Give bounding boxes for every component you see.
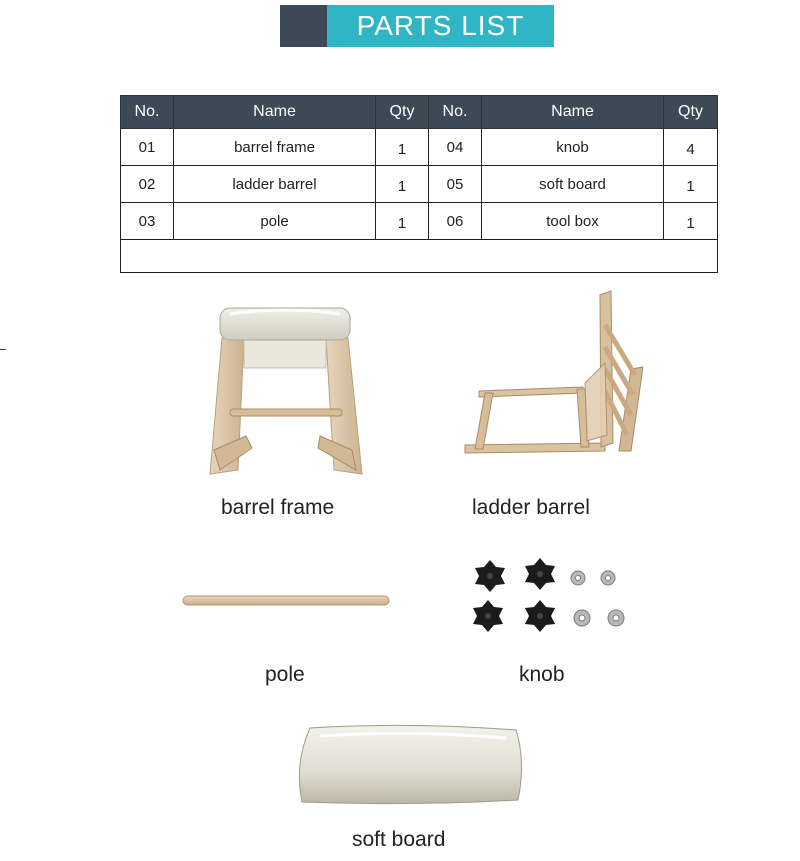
- cell-no: 02: [121, 166, 174, 203]
- knob-image: [468, 556, 636, 638]
- cell-no: 01: [121, 129, 174, 166]
- barrel-frame-caption: barrel frame: [221, 496, 335, 519]
- knob-caption: knob: [519, 663, 565, 686]
- cell-name: tool box: [482, 203, 664, 240]
- cell-name: ladder barrel: [174, 166, 376, 203]
- pole-caption: pole: [265, 663, 305, 686]
- table-row: [121, 166, 718, 203]
- table-row: [121, 129, 718, 166]
- cell-no: 05: [429, 166, 482, 203]
- table-blank-row: [121, 240, 718, 273]
- barrel-frame-image: [200, 300, 370, 480]
- soft-board-caption: soft board: [352, 828, 446, 851]
- table-header-row: [121, 96, 718, 129]
- cell-no: 03: [121, 203, 174, 240]
- cell-qty: 1: [664, 166, 718, 203]
- parts-list-banner: [280, 5, 554, 47]
- col-header-qty: Qty: [664, 96, 718, 129]
- cell-name: knob: [482, 129, 664, 166]
- ladder-barrel-caption: ladder barrel: [472, 496, 590, 519]
- cell-qty: 1: [376, 203, 429, 240]
- col-header-qty: Qty: [376, 96, 429, 129]
- col-header-no: No.: [121, 96, 174, 129]
- col-header-no: No.: [429, 96, 482, 129]
- cell-qty: 1: [664, 203, 718, 240]
- cell-name: barrel frame: [174, 129, 376, 166]
- margin-tick: [0, 349, 6, 350]
- col-header-name: Name: [174, 96, 376, 129]
- cell-name: soft board: [482, 166, 664, 203]
- cell-no: 06: [429, 203, 482, 240]
- ladder-barrel-image: [455, 285, 650, 465]
- cell-qty: 1: [376, 129, 429, 166]
- cell-qty: 1: [376, 166, 429, 203]
- soft-board-image: [292, 722, 528, 808]
- banner-accent-block: [280, 5, 327, 47]
- parts-table: [120, 95, 718, 273]
- cell-qty: 4: [664, 129, 718, 166]
- cell-no: 04: [429, 129, 482, 166]
- banner-title: PARTS LIST: [327, 5, 554, 47]
- blank-cell: [121, 240, 718, 273]
- cell-name: pole: [174, 203, 376, 240]
- pole-image: [180, 592, 392, 610]
- col-header-name: Name: [482, 96, 664, 129]
- table-row: [121, 203, 718, 240]
